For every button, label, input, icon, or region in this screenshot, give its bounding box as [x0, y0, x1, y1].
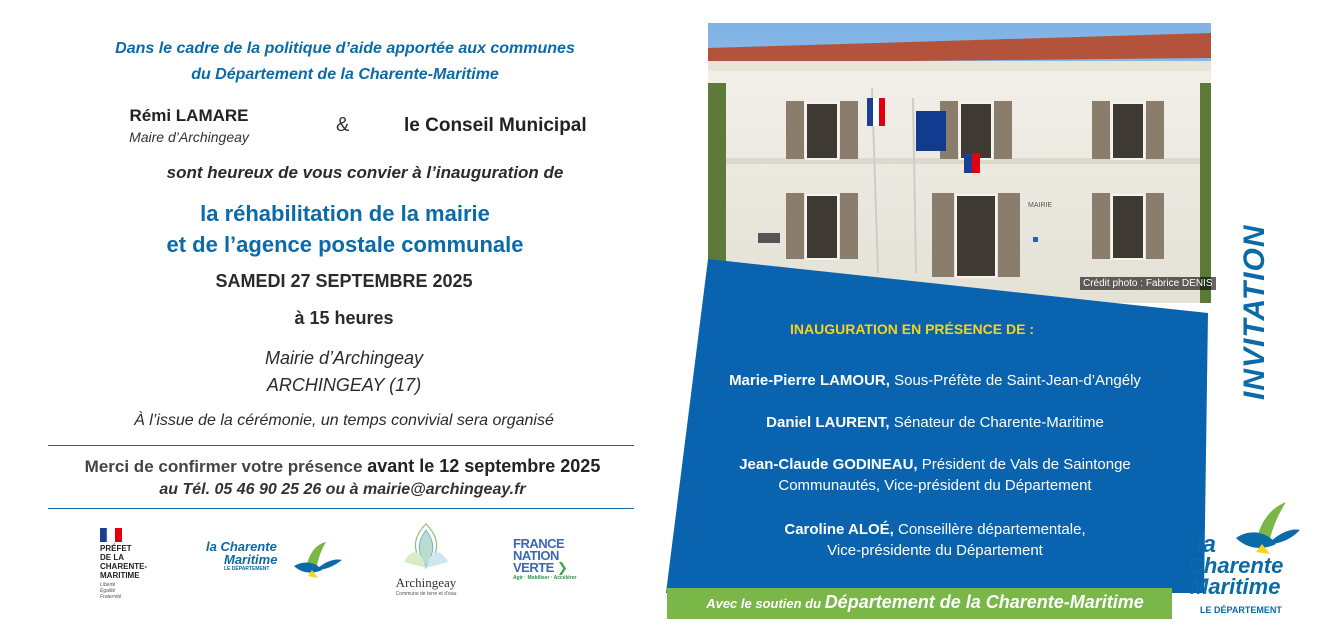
cm-big-line-2: Charente — [1188, 553, 1284, 578]
place-line-2: ARCHINGEAY (17) — [266, 375, 422, 395]
guest-2-name: Daniel LAURENT, — [766, 414, 890, 431]
event-place — [40, 345, 648, 399]
guest-2 — [690, 412, 1180, 433]
guest-2-role: Sénateur de Charente-Maritime — [889, 414, 1104, 431]
headline-line-2: et de l’agence postale communale — [166, 232, 524, 257]
guest-1-name: Marie-Pierre LAMOUR, — [729, 372, 890, 389]
chevron-right-icon: ❯ — [553, 560, 568, 575]
prefet-line-4: MARITIME — [100, 571, 140, 580]
photo-credit: Crédit photo : Fabrice DENIS — [1080, 277, 1216, 290]
headline-line-1: la réhabilitation de la mairie — [200, 201, 490, 226]
prefet-logo — [100, 528, 170, 600]
archingeay-tagline: Commune de terre et d’eau — [395, 591, 457, 597]
cm-big-line-3: Maritime — [1190, 574, 1281, 599]
confirm-line — [40, 456, 645, 477]
motto-fraternite: Fraternité — [100, 594, 122, 600]
motto-egalite: Égalité — [100, 588, 116, 594]
guest-4-role: Conseillère départementale, — [893, 521, 1086, 538]
motto-liberte: Liberté — [100, 582, 116, 588]
intro-line-2: du Département de la Charente-Maritime — [191, 66, 499, 83]
prefet-motto — [100, 582, 170, 600]
guest-4-role-line-2: Vice-présidente du Département — [827, 542, 1043, 559]
prefet-line-2: DE LA — [100, 553, 124, 562]
guest-4 — [690, 519, 1180, 561]
place-line-1: Mairie d’Archingeay — [264, 348, 424, 368]
guest-3-name: Jean-Claude GODINEAU, — [739, 456, 918, 473]
guest-3-role-line-2: Communautés, Vice-président du Département — [778, 477, 1092, 494]
support-prefix: Avec le soutien du — [706, 596, 825, 611]
confirm-deadline: avant le 12 septembre 2025 — [367, 456, 601, 476]
invite-line: sont heureux de vous convier à l’inauguration de — [166, 163, 564, 182]
bird-icon — [286, 540, 342, 584]
support-text — [680, 592, 1170, 613]
event-time: à 15 heures — [294, 308, 394, 328]
bird-icon-large — [1228, 500, 1300, 560]
invitation-side-title: INVITATION — [1238, 224, 1271, 400]
guest-1-role: Sous-Préfète de Saint-Jean-d’Angély — [889, 372, 1141, 389]
host-name: Rémi LAMARE — [129, 106, 249, 125]
cm-small-line-3: LE DÉPARTEMENT — [224, 566, 270, 572]
guest-3-role: Président de Vals de Saintonge — [917, 456, 1131, 473]
fnv-line-3: VERTE ❯ — [513, 560, 568, 575]
archingeay-logo — [380, 520, 472, 600]
host-role: Maire d’Archingeay — [129, 129, 249, 145]
guest-4-name: Caroline ALOÉ, — [784, 521, 894, 538]
council-name: le Conseil Municipal — [404, 115, 587, 136]
charente-maritime-logo-big — [1188, 500, 1308, 620]
prefet-line-3: CHARENTE- — [100, 562, 148, 571]
archingeay-name: Archingeay — [395, 575, 457, 590]
fnv-tagline: Agir · Mobiliser · Accélérer — [513, 575, 577, 581]
panel-title: INAUGURATION EN PRÉSENCE DE : — [790, 321, 1034, 337]
guest-1 — [690, 370, 1180, 391]
fnv-line-1: FRANCE — [513, 536, 565, 551]
mairie-sign: MAIRIE — [1028, 202, 1053, 209]
charente-maritime-logo-small — [206, 540, 346, 590]
leaf-icon — [380, 520, 472, 570]
fnv-line-2: NATION — [513, 548, 559, 563]
divider-top — [48, 445, 634, 446]
intro-line-1: Dans le cadre de la politique d’aide apportée aux communes — [115, 40, 575, 57]
intro-text — [40, 36, 650, 88]
france-nation-verte-logo — [513, 538, 593, 581]
cm-small-line-2: Maritime — [224, 552, 278, 567]
support-name: Département de la Charente-Maritime — [824, 592, 1144, 612]
cm-big-line-4: LE DÉPARTEMENT — [1200, 605, 1282, 615]
marianne-icon — [100, 528, 122, 542]
event-headline — [40, 198, 650, 260]
contact-line: au Tél. 05 46 90 25 26 ou à mairie@archingeay.fr — [159, 481, 526, 498]
divider-bottom — [48, 508, 634, 509]
prefet-line-1: PRÉFET — [100, 544, 132, 553]
event-date: SAMEDI 27 SEPTEMBRE 2025 — [215, 271, 473, 291]
cm-big-line-1: la — [1196, 531, 1217, 558]
confirm-prefix: Merci de confirmer votre présence — [84, 457, 368, 476]
after-ceremony-text: À l’issue de la cérémonie, un temps convivial sera organisé — [134, 412, 554, 429]
ampersand: & — [336, 114, 350, 136]
cm-small-line-1: la Charente — [206, 539, 277, 554]
guest-3 — [690, 454, 1180, 496]
